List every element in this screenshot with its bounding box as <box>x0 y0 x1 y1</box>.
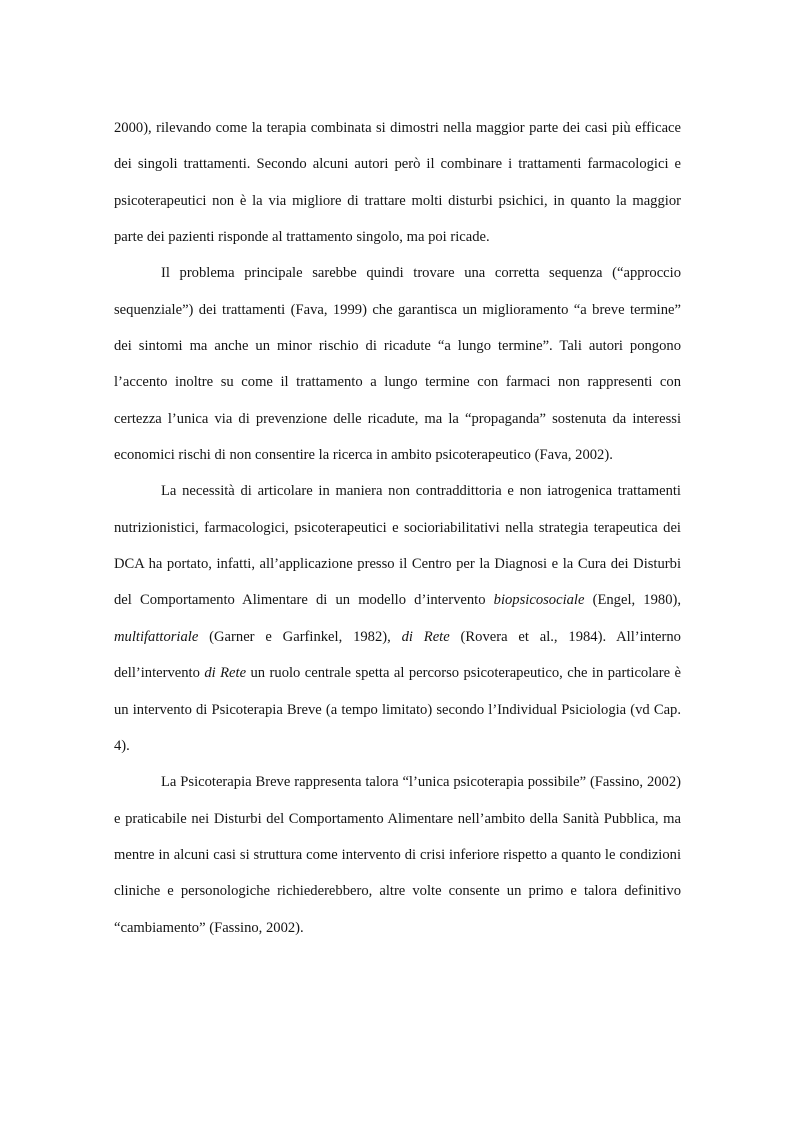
paragraph-text: Il problema principale sarebbe quindi trovare una corretta sequenza (“approccio sequenziale”) dei trattamenti (Fava, 1999) che garantisca un miglioramento “a breve termine” dei sintomi ma anche un minor rischio di ricadute “a lungo termine”. Tali autori pongono l’accento inoltre su come il trattamento a lungo termine con farmaci non rappresenti con certezza l’unica via di prevenzione delle ricadute, ma la “propaganda” sostenuta da interessi economici rischi di non consentire la ricerca in ambito psicoterapeutico (Fava, 2002). <box>114 265 681 464</box>
body-text <box>114 110 681 946</box>
italic-term-multifattoriale: multifattoriale <box>114 628 199 645</box>
paragraph-text: La Psicoterapia Breve rappresenta talora “l’unica psicoterapia possibile” (Fassino, 2002) e praticabile nei Disturbi del Comportamento Alimentare nell’ambito della Sanità Pubblica, ma mentre in alcuni casi si struttura come intervento di crisi inferiore rispetto a quanto le condizioni cliniche e personologiche richiederebbero, altre volte consente un primo e talora definitivo “cambiamento” (Fassino, 2002). <box>114 774 681 936</box>
paragraph-3 <box>114 473 681 764</box>
paragraph-text: (Rovera et al., 1984). All’interno dell’intervento <box>114 628 681 682</box>
italic-term-di-rete: di Rete <box>401 628 450 645</box>
paragraph-text: 2000), rilevando come la terapia combinata si dimostri nella maggior parte dei casi più efficace dei singoli trattamenti. Secondo alcuni autori però il combinare i trattamenti farmacologici e psicoterapeutici non è la via migliore di trattare molti disturbi psichici, in quanto la maggior parte dei pazienti risponde al trattamento singolo, ma poi ricade. <box>114 120 681 246</box>
paragraph-text: (Engel, 1980), <box>584 592 681 609</box>
italic-term-di-rete: di Rete <box>204 665 247 682</box>
paragraph-4 <box>114 764 681 946</box>
paragraph-text: (Garner e Garfinkel, 1982), <box>198 628 402 645</box>
italic-term-biopsicosociale: biopsicosociale <box>493 592 585 609</box>
paragraph-1 <box>114 110 681 255</box>
paragraph-2 <box>114 255 681 473</box>
paragraph-text: un ruolo centrale spetta al percorso psicoterapeutico, che in particolare è un intervento di Psicoterapia Breve (a tempo limitato) secondo l’Individual Psiciologia (vd Cap. 4). <box>114 665 681 754</box>
paragraph-text: La necessità di articolare in maniera non contraddittoria e non iatrogenica trattamenti nutrizionistici, farmacologici, psicoterapeutici e socioriabilitativi nella strategia terapeutica dei DCA ha portato, infatti, all’applicazione presso il Centro per la Diagnosi e la Cura dei Disturbi del Comportamento Alimentare di un modello d’intervento <box>114 483 681 609</box>
